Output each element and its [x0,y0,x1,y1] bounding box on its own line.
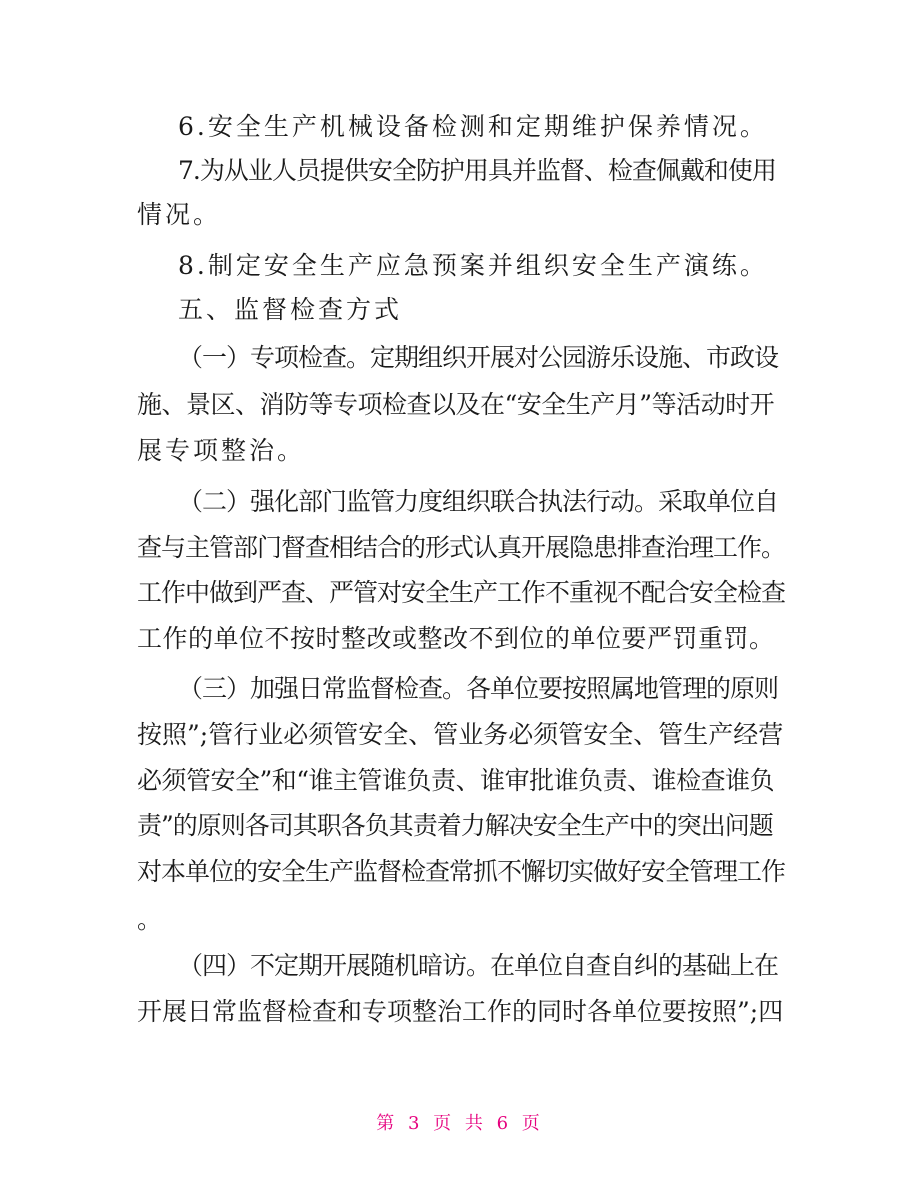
body-text-line: 情况。 [137,200,222,229]
body-text-line: 展专项整治。 [137,436,306,465]
body-text-line: （四）不定期开展随机暗访。在单位自查自纠的基础上在 [178,951,779,980]
body-text-line: 按照”;管行业必须管安全、管业务必须管安全、管生产经营 [137,720,784,749]
body-text-line: （一）专项检查。定期组织开展对公园游乐设施、市政设 [178,343,779,372]
body-text-line: 开展日常监督检查和专项整治工作的同时各单位要按照”;四 [137,997,784,1026]
body-text-line: 工作中做到严查、严管对安全生产工作不重视不配合安全检查 [137,578,786,607]
body-text-line: 。 [137,905,166,934]
body-text-line: （三）加强日常监督检查。各单位要按照属地管理的原则 [178,674,779,703]
body-text-line: 查与主管部门督查相结合的形式认真开展隐患排查治理工作。 [137,533,786,562]
body-text-line: 施、景区、消防等专项检查以及在“安全生产月”等活动时开 [137,390,775,419]
body-text-line: 7.为从业人员提供安全防护用具并监督、检查佩戴和使用 [178,156,776,185]
body-text-line: 对本单位的安全生产监督检查常抓不懈切实做好安全管理工作 [137,857,786,886]
body-text-line: 责”的原则各司其职各负其责着力解决安全生产中的突出问题 [137,811,773,840]
page-number-footer: 第 3 页 共 6 页 [376,1113,544,1134]
body-text-line: 工作的单位不按时整改或整改不到位的单位要严罚重罚。 [137,624,775,653]
body-text-line: （二）强化部门监管力度组织联合执法行动。采取单位自 [178,487,779,516]
body-text-line: 必须管安全”和“谁主管谁负责、谁审批谁负责、谁检查谁负 [137,766,775,795]
section-heading: 五、监督检查方式 [178,295,403,324]
body-text-line: 6.安全生产机械设备检测和定期维护保养情况。 [178,112,768,141]
body-text-line: 8.制定安全生产应急预案并组织安全生产演练。 [178,251,768,280]
